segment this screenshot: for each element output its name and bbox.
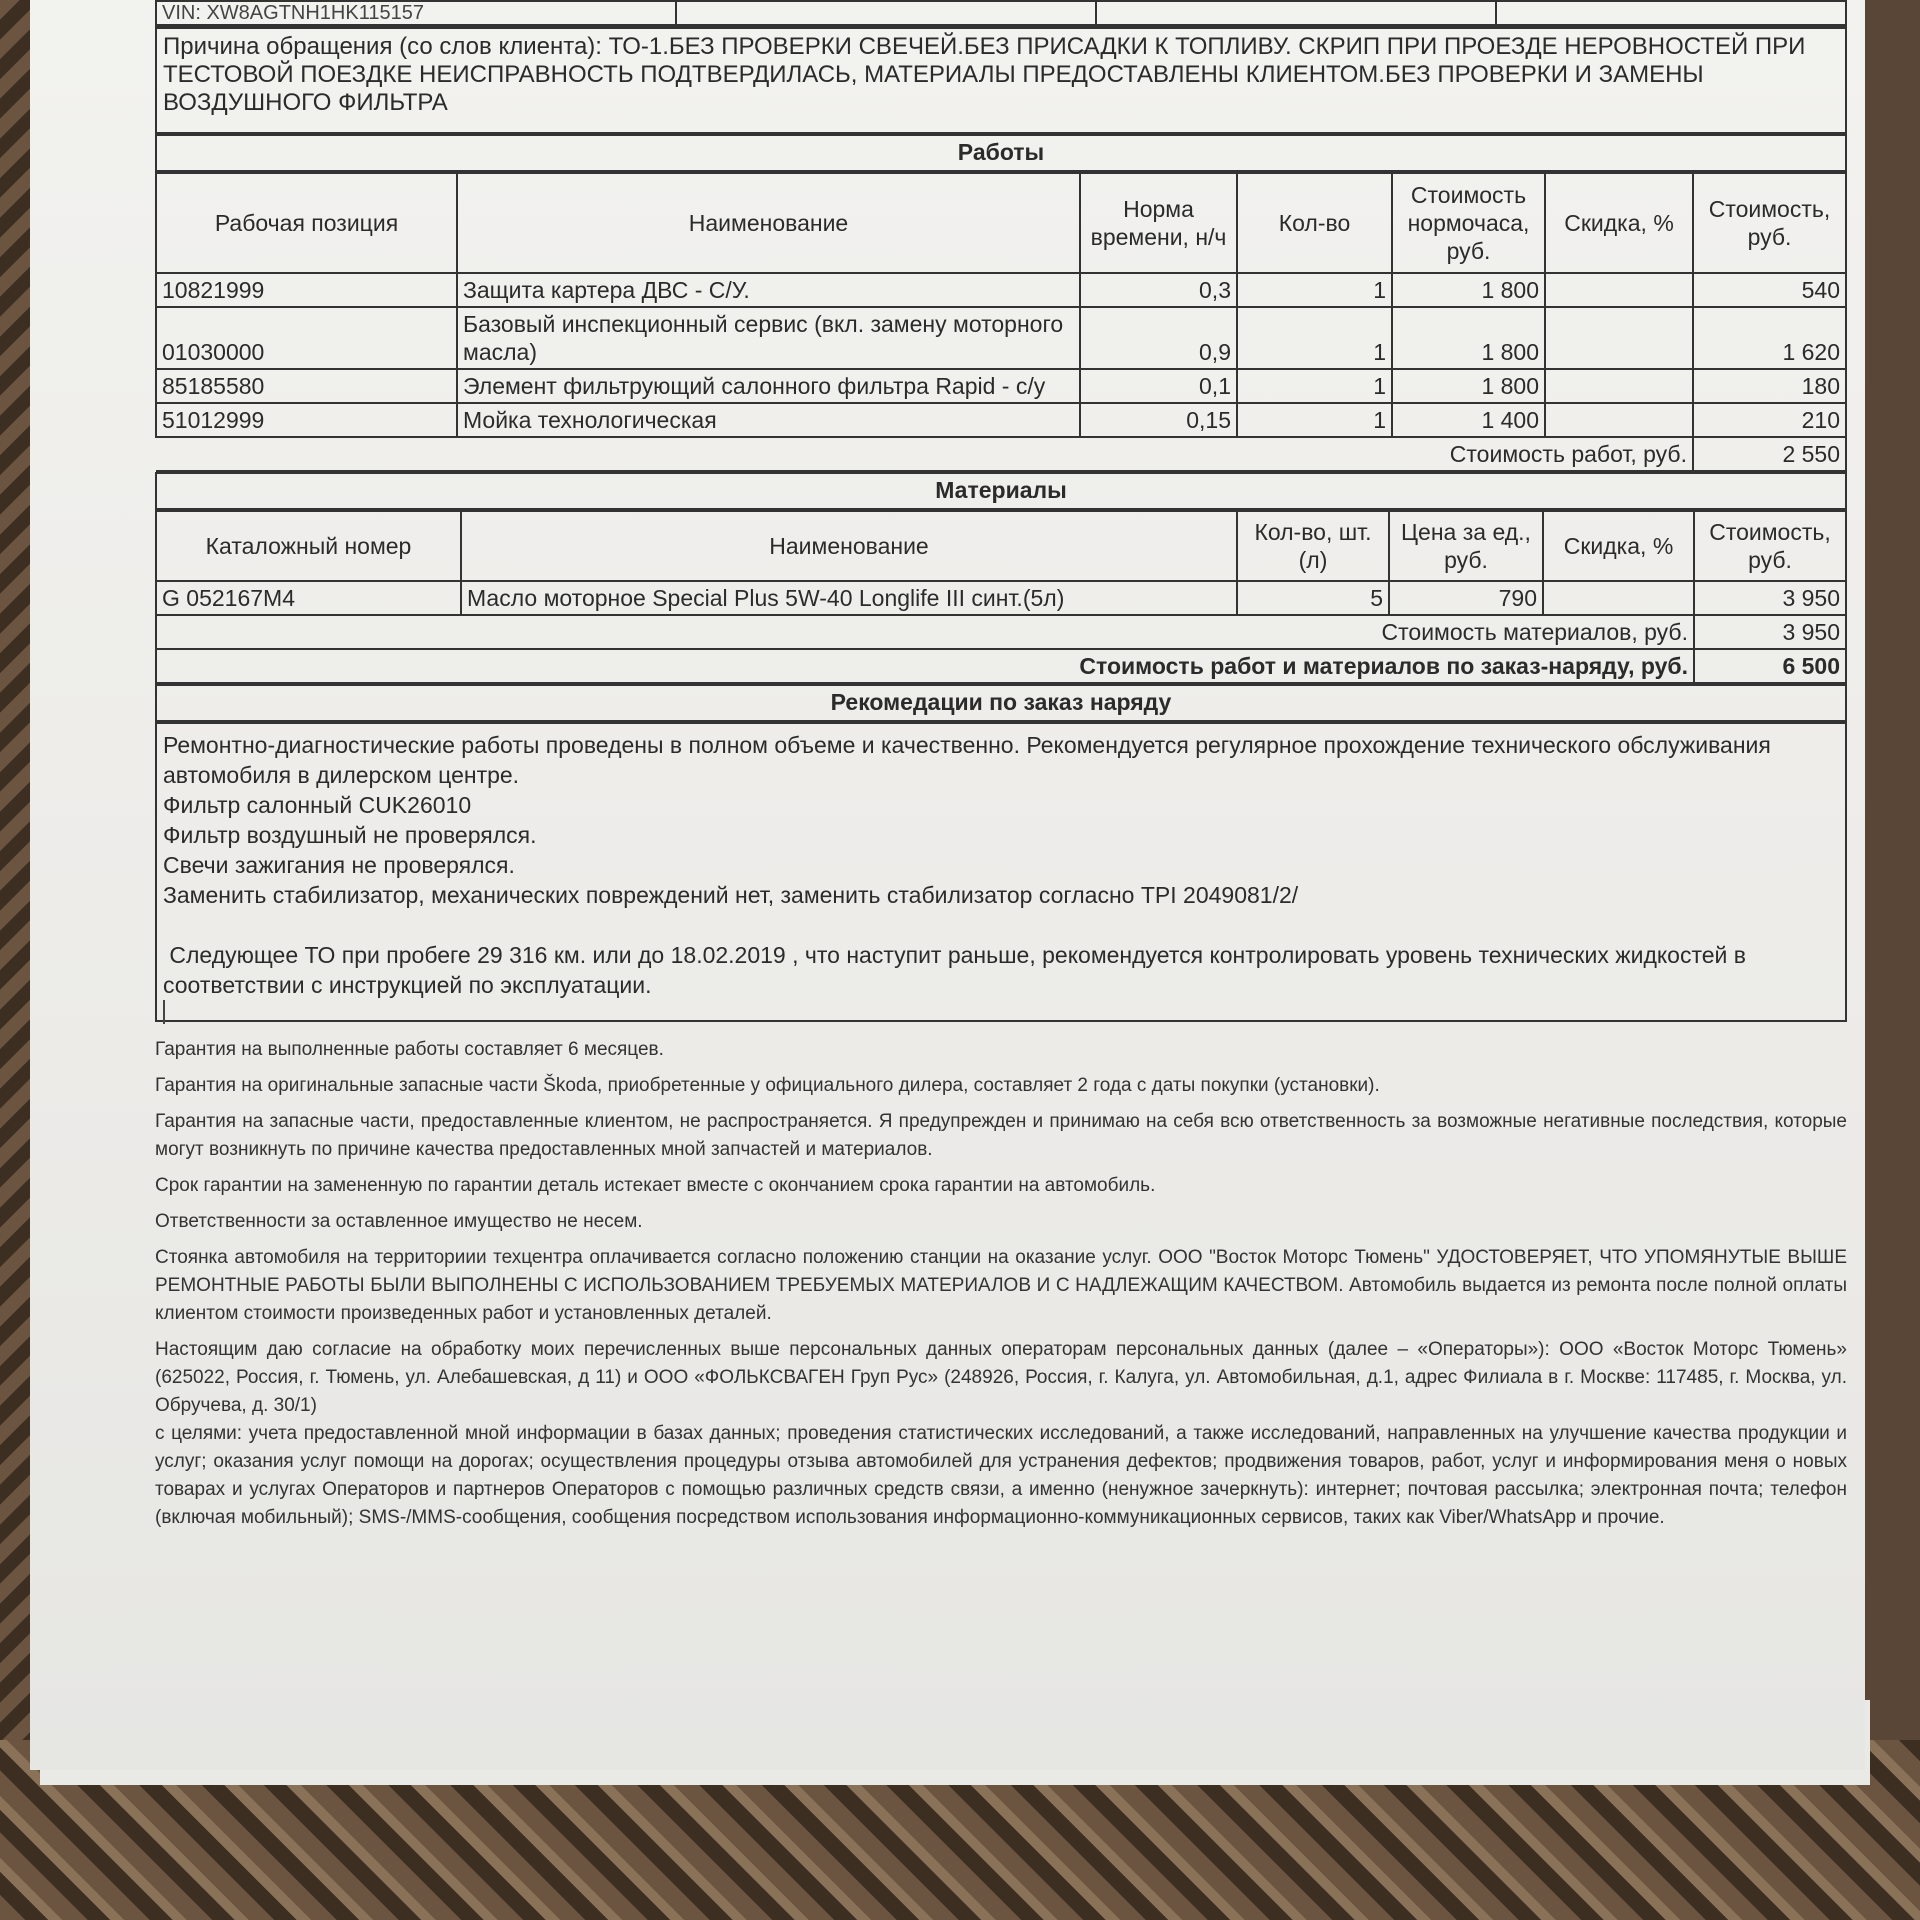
terms-paragraph: Гарантия на выполненные работы составляет 6 месяцев. bbox=[155, 1039, 664, 1060]
grand-total-label: Стоимость работ и материалов по заказ-наряду, руб. bbox=[156, 649, 1694, 683]
table-row bbox=[156, 307, 1846, 369]
work-discount bbox=[1545, 369, 1693, 403]
terms-paragraph: с целями: учета предоставленной мной информации в базах данных; проведения статистических исследований, а также исследований, направленных на улучшение качества продукции и услуг; оказания услуг помощи на дорогах; осуществления процедуры отзыва автомобилей для устранения дефектов; продвижения товаров, работ, услуг и информирования меня о новых товарах и услугах Операторов и партнеров Операторов с помощью различных средств связи, а именно (ненужное зачеркнуть): интернет; почтовая рассылка; электронная почта; телефон (включая мобильный); SMS-/MMS-сообщения, сообщения посредством использования информационно-коммуникационных сервисов, таких как Viber/WhatsApp и прочие. bbox=[155, 1423, 1847, 1528]
terms-paragraph: Срок гарантии на замененную по гарантии деталь истекает вместе с окончанием срока гарантии на автомобиль. bbox=[155, 1175, 1156, 1196]
col-header: Скидка, % bbox=[1543, 511, 1694, 581]
work-cost: 180 bbox=[1693, 369, 1846, 403]
reason-label: Причина обращения (со слов клиента): bbox=[163, 33, 602, 60]
col-header: Стоимость нормочаса, руб. bbox=[1392, 173, 1545, 273]
table-row bbox=[156, 581, 1846, 615]
col-header: Кол-во, шт. (л) bbox=[1237, 511, 1389, 581]
col-header: Кол-во bbox=[1237, 173, 1392, 273]
terms bbox=[155, 1036, 1847, 1532]
work-norm: 0,9 bbox=[1080, 307, 1237, 369]
materials-title: Материалы bbox=[155, 472, 1847, 510]
work-discount bbox=[1545, 403, 1693, 437]
recommendation-line: Свечи зажигания не проверялся. bbox=[163, 852, 515, 878]
work-name: Элемент фильтрующий салонного фильтра Rapid - с/у bbox=[457, 369, 1080, 403]
text-cursor bbox=[163, 1000, 165, 1024]
col-header: Наименование bbox=[461, 511, 1237, 581]
material-code: G 052167M4 bbox=[156, 581, 461, 615]
work-code: 51012999 bbox=[156, 403, 457, 437]
table-row bbox=[156, 369, 1846, 403]
col-header: Наименование bbox=[457, 173, 1080, 273]
recommendations-body bbox=[155, 722, 1847, 1022]
materials-table bbox=[155, 510, 1847, 684]
col-header: Рабочая позиция bbox=[156, 173, 457, 273]
material-discount bbox=[1543, 581, 1694, 615]
reason-text: ТО-1.БЕЗ ПРОВЕРКИ СВЕЧЕЙ.БЕЗ ПРИСАДКИ К ТОПЛИВУ. СКРИП ПРИ ПРОЕЗДЕ НЕРОВНОСТЕЙ ПРИ ТЕСТОВОЙ ПОЕЗДКЕ НЕИСПРАВНОСТЬ ПОДТВЕРДИЛАСЬ, МАТЕРИАЛЫ ПРЕДОСТАВЛЕНЫ КЛИЕНТОМ.БЕЗ ПРОВЕРКИ И ЗАМЕНЫ ВОЗДУШНОГО ФИЛЬТРА bbox=[163, 33, 1806, 116]
col-header: Стоимость, руб. bbox=[1694, 511, 1846, 581]
works-total-label: Стоимость работ, руб. bbox=[156, 437, 1693, 471]
grand-total: 6 500 bbox=[1694, 649, 1846, 683]
work-code: 01030000 bbox=[156, 307, 457, 369]
recommendation-line: Фильтр воздушный не проверялся. bbox=[163, 822, 537, 848]
work-cost: 210 bbox=[1693, 403, 1846, 437]
col-header: Скидка, % bbox=[1545, 173, 1693, 273]
col-header: Цена за ед., руб. bbox=[1389, 511, 1543, 581]
recommendations-title: Рекомедации по заказ наряду bbox=[155, 684, 1847, 722]
work-qty: 1 bbox=[1237, 369, 1392, 403]
vin: VIN: XW8AGTNH1HK115157 bbox=[156, 1, 676, 25]
vin-row bbox=[155, 0, 1847, 26]
recommendation-line: Следующее ТО при пробеге 29 316 км. или до 18.02.2019 , что наступит раньше, рекомендуется контролировать уровень технических жидкостей в соответствии с инструкцией по эксплуатации. bbox=[163, 942, 1753, 998]
terms-paragraph: Ответственности за оставленное имущество не несем. bbox=[155, 1211, 643, 1232]
terms-paragraph: Гарантия на запасные части, предоставленные клиентом, не распространяется. Я предупрежден и принимаю на себя всю ответственность за возможные негативные последствия, которые могут возникнуть по причине качества предоставленных мной запчастей и материалов. bbox=[155, 1111, 1847, 1160]
work-name: Мойка технологическая bbox=[457, 403, 1080, 437]
work-qty: 1 bbox=[1237, 307, 1392, 369]
work-rate: 1 800 bbox=[1392, 307, 1545, 369]
works-table bbox=[155, 172, 1847, 472]
work-cost: 1 620 bbox=[1693, 307, 1846, 369]
terms-paragraph: Гарантия на оригинальные запасные части Škoda, приобретенные у официального дилера, составляет 2 года с даты покупки (установки). bbox=[155, 1075, 1380, 1096]
material-name: Масло моторное Special Plus 5W-40 Longlife III синт.(5л) bbox=[461, 581, 1237, 615]
col-header: Каталожный номер bbox=[156, 511, 461, 581]
work-rate: 1 800 bbox=[1392, 369, 1545, 403]
work-norm: 0,1 bbox=[1080, 369, 1237, 403]
col-header: Норма времени, н/ч bbox=[1080, 173, 1237, 273]
work-name: Защита картера ДВС - С/У. bbox=[457, 273, 1080, 307]
client-reason bbox=[155, 26, 1847, 134]
work-order-document bbox=[155, 0, 1847, 1540]
work-name: Базовый инспекционный сервис (вкл. замену моторного масла) bbox=[457, 307, 1080, 369]
work-cost: 540 bbox=[1693, 273, 1846, 307]
work-norm: 0,15 bbox=[1080, 403, 1237, 437]
works-title: Работы bbox=[155, 134, 1847, 172]
work-norm: 0,3 bbox=[1080, 273, 1237, 307]
material-qty: 5 bbox=[1237, 581, 1389, 615]
terms-paragraph: Стоянка автомобиля на территориии техцентра оплачивается согласно положению станции на оказание услуг. ООО "Восток Моторс Тюмень" УДОСТОВЕРЯЕТ, ЧТО УПОМЯНУТЫЕ ВЫШЕ РЕМОНТНЫЕ РАБОТЫ БЫЛИ ВЫПОЛНЕНЫ С ИСПОЛЬЗОВАНИЕМ ТРЕБУЕМЫХ МАТЕРИАЛОВ И С НАДЛЕЖАЩИМ КАЧЕСТВОМ. Автомобиль выдается из ремонта после полной оплаты клиентом стоимости произведенных работ и установленных деталей. bbox=[155, 1247, 1847, 1324]
materials-total-label: Стоимость материалов, руб. bbox=[156, 615, 1694, 649]
recommendation-line: Заменить стабилизатор, механических повреждений нет, заменить стабилизатор согласно TPI 2049081/2/ bbox=[163, 882, 1299, 908]
work-rate: 1 800 bbox=[1392, 273, 1545, 307]
work-discount bbox=[1545, 273, 1693, 307]
col-header: Стоимость, руб. bbox=[1693, 173, 1846, 273]
table-row bbox=[156, 273, 1846, 307]
work-code: 85185580 bbox=[156, 369, 457, 403]
table-row bbox=[156, 403, 1846, 437]
work-code: 10821999 bbox=[156, 273, 457, 307]
work-rate: 1 400 bbox=[1392, 403, 1545, 437]
recommendation-line: Фильтр салонный CUK26010 bbox=[163, 792, 472, 818]
terms-paragraph: Настоящим даю согласие на обработку моих перечисленных выше персональных данных операторам персональных данных (далее – «Операторы»): ООО «Восток Моторс Тюмень» (625022, Россия, г. Тюмень, ул. Алебашевская, д 11) и ООО «ФОЛЬКСВАГЕН Груп Рус» (248926, Россия, г. Калуга, ул. Автомобильная, д.1, адрес Филиала в г. Москве: 117485, г. Москва, ул. Обручева, д. 30/1) bbox=[155, 1339, 1847, 1416]
material-cost: 3 950 bbox=[1694, 581, 1846, 615]
recommendation-line: Ремонтно-диагностические работы проведены в полном объеме и качественно. Рекомендуется регулярное прохождение технического обслуживания автомобиля в дилерском центре. bbox=[163, 732, 1771, 788]
work-qty: 1 bbox=[1237, 403, 1392, 437]
work-qty: 1 bbox=[1237, 273, 1392, 307]
material-price: 790 bbox=[1389, 581, 1543, 615]
works-total: 2 550 bbox=[1693, 437, 1846, 471]
materials-total: 3 950 bbox=[1694, 615, 1846, 649]
work-discount bbox=[1545, 307, 1693, 369]
